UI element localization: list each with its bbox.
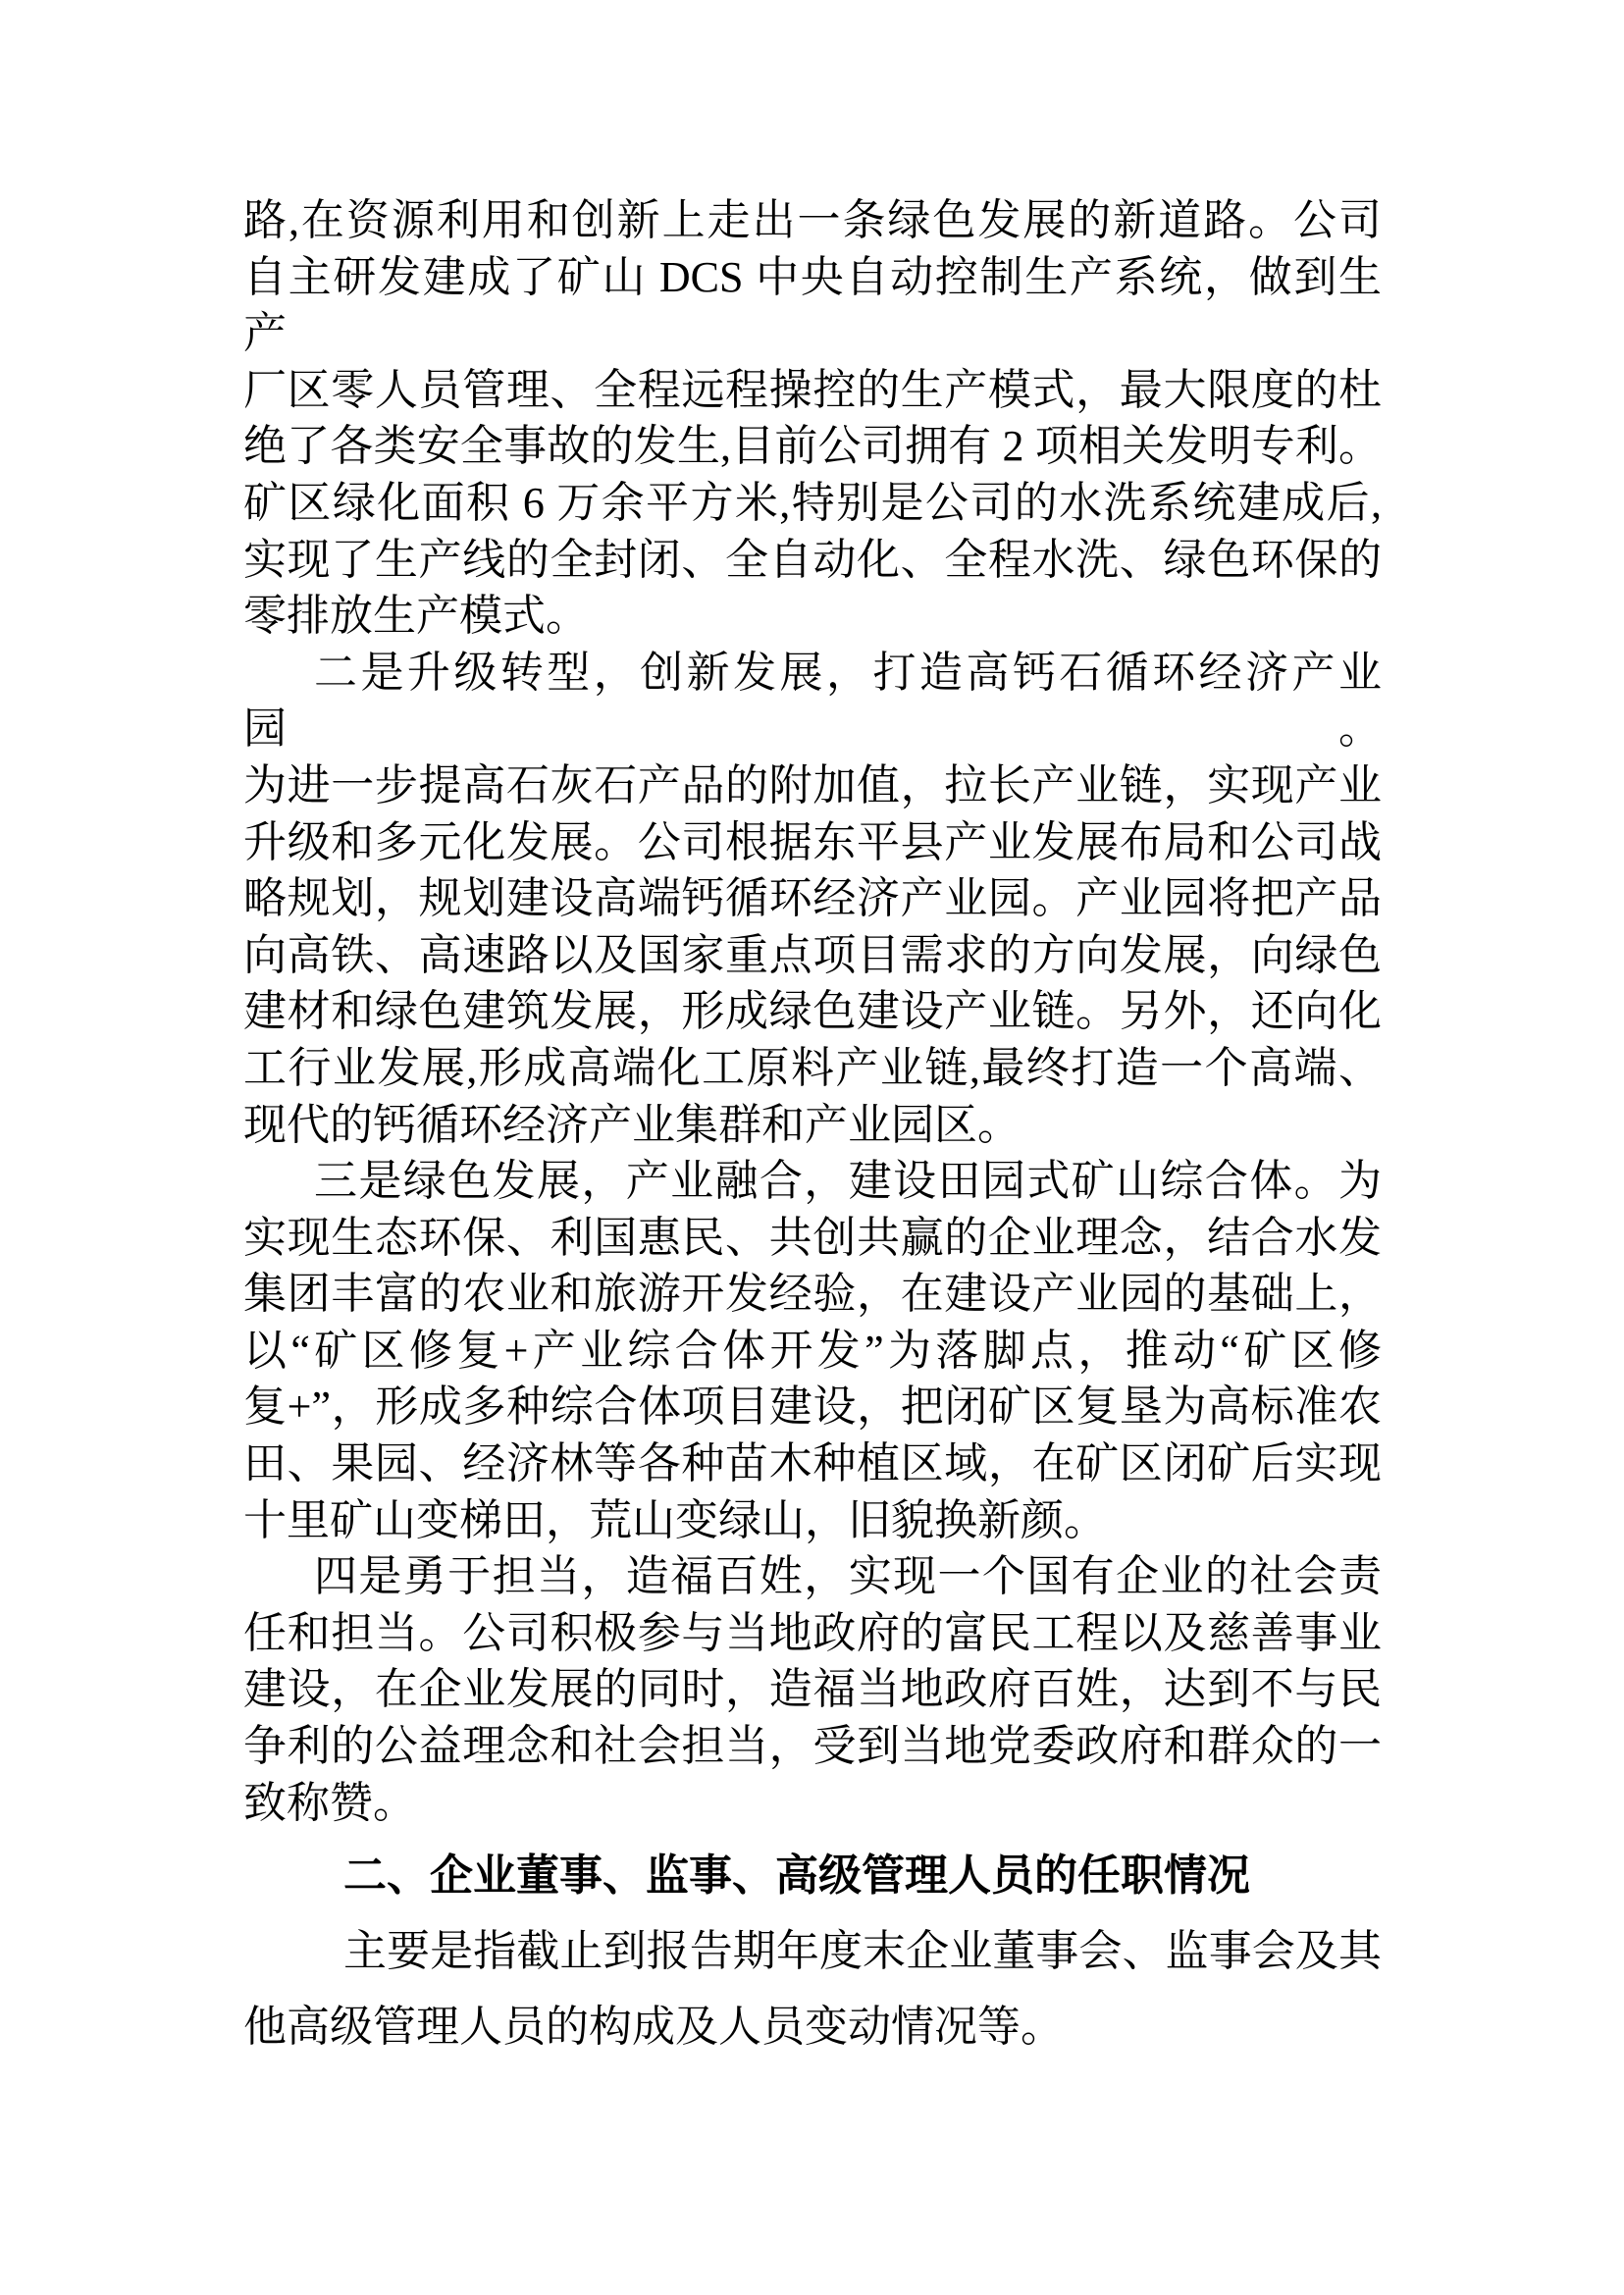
- text-line: 厂区零人员管理、全程远程操控的生产模式，最大限度的杜: [243, 365, 1382, 414]
- text-line: 争利的公益理念和社会担当，受到当地党委政府和群众的一: [243, 1722, 1382, 1771]
- text-line: 零排放生产模式。: [243, 592, 589, 641]
- text-line: 实现了生产线的全封闭、全自动化、全程水洗、绿色环保的: [243, 535, 1382, 584]
- text-line: 集团丰富的农业和旅游开发经验，在建设产业园的基础上，: [243, 1270, 1382, 1319]
- text-line: 复+”，形成多种综合体项目建设，把闭矿区复垦为高标准农: [243, 1382, 1382, 1432]
- text-line: 向高铁、高速路以及国家重点项目需求的方向发展，向绿色: [243, 930, 1382, 979]
- text-line: 四是勇于担当，造福百姓，实现一个国有企业的社会责: [314, 1552, 1382, 1601]
- text-line: 致称赞。: [243, 1778, 416, 1827]
- text-line: 矿区绿化面积 6 万余平方米,特别是公司的水洗系统建成后,: [243, 478, 1382, 527]
- text-line: 升级和多元化发展。公司根据东平县产业发展布局和公司战: [243, 817, 1382, 866]
- text-line: 十里矿山变梯田，荒山变绿山，旧貌换新颜。: [243, 1495, 1107, 1544]
- document-body: [243, 192, 1382, 2064]
- text-line: 现代的钙循环经济产业集群和产业园区。: [243, 1100, 1021, 1149]
- text-line: 绝了各类安全事故的发生,目前公司拥有 2 项相关发明专利。: [243, 422, 1382, 471]
- text-line: 建材和绿色建筑发展，形成绿色建设产业链。另外，还向化: [243, 987, 1382, 1036]
- text-line: 为进一步提高石灰石产品的附加值，拉长产业链，实现产业: [243, 760, 1382, 809]
- text-line: 建设，在企业发展的同时，造福当地政府百姓，达到不与民: [243, 1665, 1382, 1714]
- text-line: 他高级管理人员的构成及人员变动情况等。: [243, 2003, 1064, 2052]
- text-line: 自主研发建成了矿山 DCS 中央自动控制生产系统，做到生产: [243, 252, 1382, 358]
- text-line: 以“矿区修复+产业综合体开发”为落脚点，推动“矿区修: [243, 1326, 1382, 1375]
- text-line: 工行业发展,形成高端化工原料产业链,最终打造一个高端、: [243, 1043, 1382, 1092]
- text-line: 二是升级转型，创新发展，打造高钙石循环经济产业园。: [243, 648, 1382, 754]
- para-section-two-intro: [243, 1913, 1382, 2064]
- para-point-two-upgrade-transformation: [243, 645, 1382, 1153]
- text-line: 田、果园、经济林等各种苗木种植区域，在矿区闭矿后实现: [243, 1439, 1382, 1488]
- para-continuation-green-development: [243, 192, 1382, 645]
- text-line: 主要是指截止到报告期年度末企业董事会、监事会及其: [343, 1927, 1382, 1976]
- text-line: 路,在资源利用和创新上走出一条绿色发展的新道路。公司: [243, 196, 1382, 244]
- text-line: 任和担当。公司积极参与当地政府的富民工程以及慈善事业: [243, 1608, 1382, 1657]
- para-point-three-green-integration: [243, 1153, 1382, 1548]
- section-heading-directors-supervisors: [243, 1838, 1382, 1913]
- text-line: 略规划，规划建设高端钙循环经济产业园。产业园将把产品: [243, 874, 1382, 923]
- para-point-four-social-responsibility: [243, 1548, 1382, 1831]
- text-line: 三是绿色发展，产业融合，建设田园式矿山综合体。为: [314, 1157, 1382, 1206]
- text-line: 实现生态环保、利国惠民、共创共赢的企业理念，结合水发: [243, 1213, 1382, 1262]
- text-line: 二、企业董事、监事、高级管理人员的任职情况: [343, 1852, 1250, 1901]
